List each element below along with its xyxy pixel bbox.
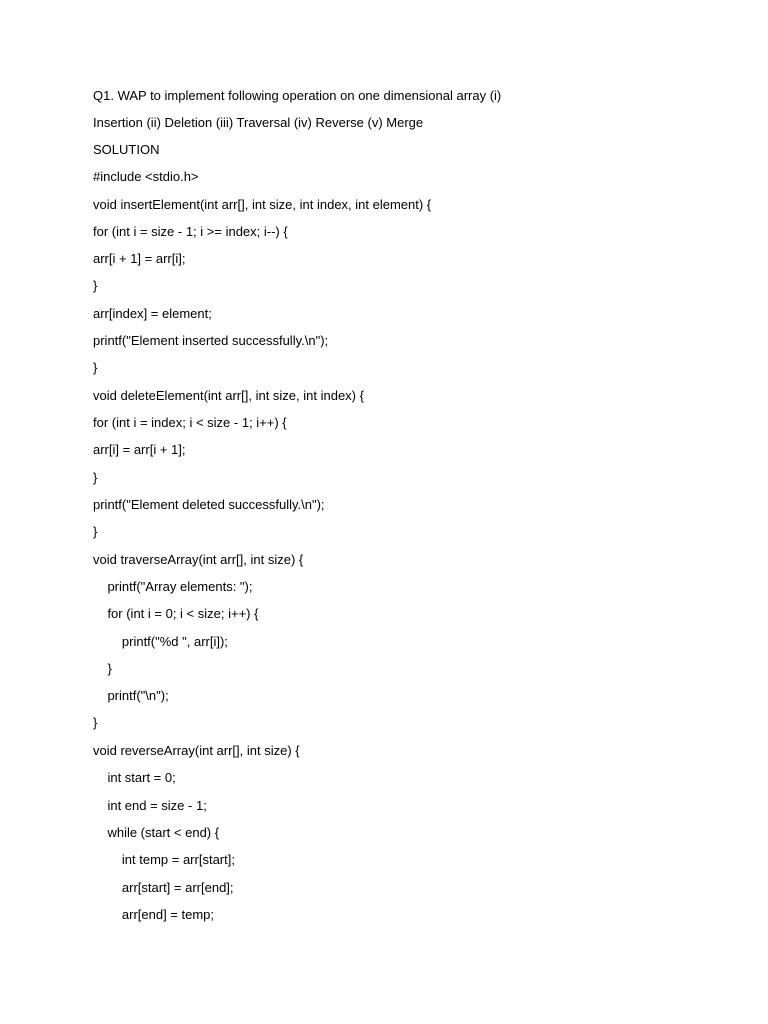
code-line: int end = size - 1; (93, 798, 207, 813)
code-line: arr[start] = arr[end]; (93, 880, 234, 895)
code-line: arr[index] = element; (93, 306, 212, 321)
code-line: printf("Element deleted successfully.\n"); (93, 497, 325, 512)
code-line: #include <stdio.h> (93, 169, 199, 184)
code-line: void traverseArray(int arr[], int size) { (93, 552, 304, 567)
code-line: int temp = arr[start]; (93, 852, 235, 867)
code-line: for (int i = 0; i < size; i++) { (93, 606, 259, 621)
code-line: printf("%d ", arr[i]); (93, 634, 228, 649)
code-line: } (93, 470, 98, 485)
question-text: Q1. WAP to implement following operation on one dimensional array (i) (93, 88, 502, 103)
code-line: void reverseArray(int arr[], int size) { (93, 743, 300, 758)
code-line: while (start < end) { (93, 825, 220, 840)
code-line: void deleteElement(int arr[], int size, int index) { (93, 388, 364, 403)
code-line: int start = 0; (93, 770, 176, 785)
solution-heading: SOLUTION (93, 142, 160, 157)
code-line: arr[i + 1] = arr[i]; (93, 251, 186, 266)
code-line: printf("Array elements: "); (93, 579, 253, 594)
code-line: for (int i = size - 1; i >= index; i--) { (93, 224, 288, 239)
code-line: } (93, 278, 98, 293)
code-line: } (93, 524, 98, 539)
code-line: void insertElement(int arr[], int size, int index, int element) { (93, 197, 432, 212)
question-text: Insertion (ii) Deletion (iii) Traversal (iv) Reverse (v) Merge (93, 115, 424, 130)
code-line: for (int i = index; i < size - 1; i++) { (93, 415, 287, 430)
code-line: arr[end] = temp; (93, 907, 215, 922)
code-line: printf("Element inserted successfully.\n"); (93, 333, 329, 348)
code-line: } (93, 360, 98, 375)
code-line: } (93, 661, 112, 676)
code-line: } (93, 715, 98, 730)
code-line: printf("\n"); (93, 688, 169, 703)
code-line: arr[i] = arr[i + 1]; (93, 442, 186, 457)
